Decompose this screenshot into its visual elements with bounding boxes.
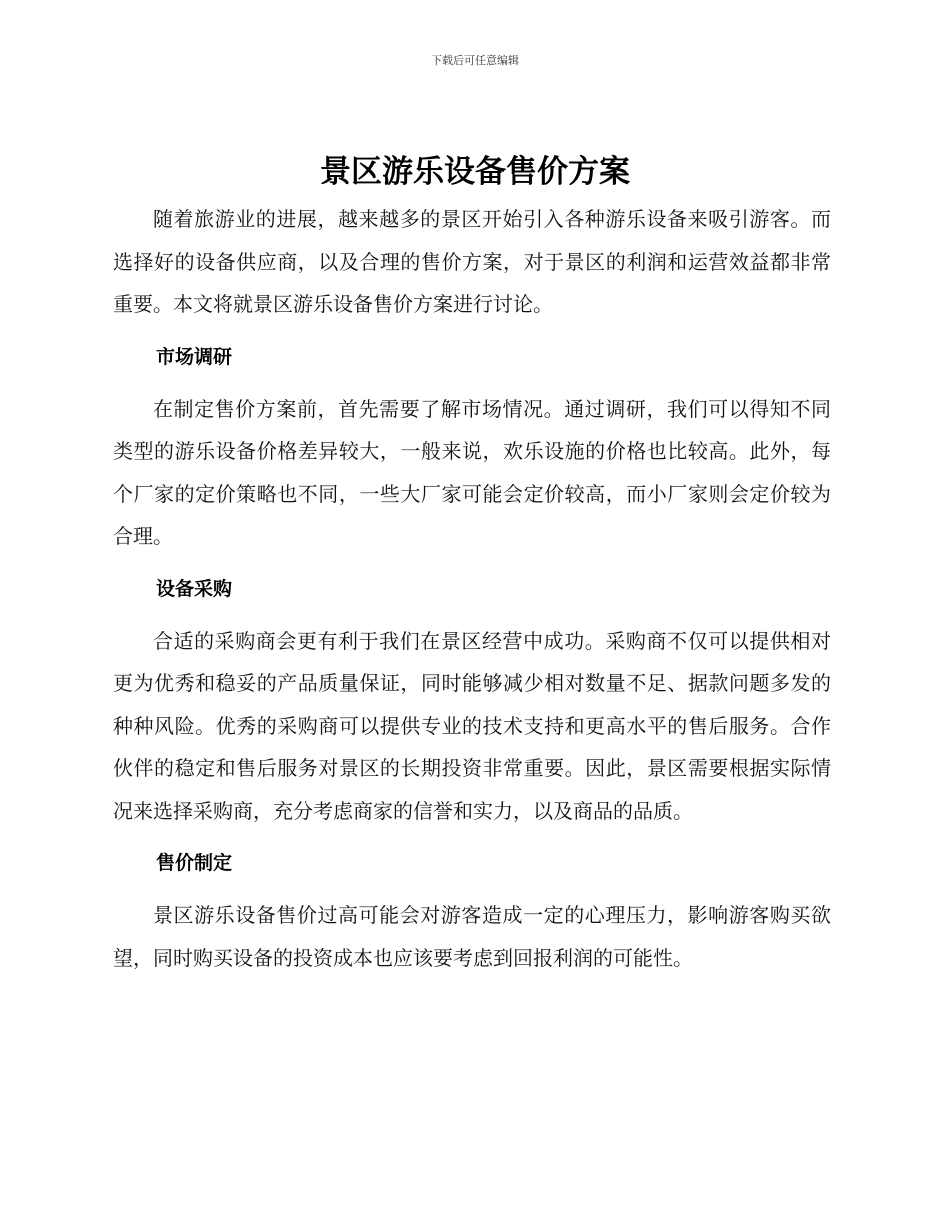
intro-paragraph: 随着旅游业的进展，越来越多的景区开始引入各种游乐设备来吸引游客。而选择好的设备供应商，以及合理的售价方案，对于景区的利润和运营效益都非常重要。本文将就景区游乐设备售价方案进行讨论。 (113, 207, 831, 316)
section-heading-equipment-procurement: 设备采购 (156, 577, 233, 600)
section-body-pricing: 景区游乐设备售价过高可能会对游客造成一定的心理压力，影响游客购买欲望，同时购买设备的投资成本也应该要考虑到回报利润的可能性。 (113, 903, 831, 970)
section-heading-pricing: 售价制定 (156, 852, 233, 874)
document-body (113, 198, 831, 979)
page-header-note: 下载后可任意编辑 (431, 54, 519, 67)
section-heading-market-research: 市场调研 (156, 345, 233, 368)
section-body-equipment-procurement: 合适的采购商会更有利于我们在景区经营中成功。采购商不仅可以提供相对更为优秀和稳妥的产品质量保证，同时能够减少相对数量不足、据款问题多发的种种风险。优秀的采购商可以提供专业的技术支持和更高水平的售后服务。合作伙伴的稳定和售后服务对景区的长期投资非常重要。因此，景区需要根据实际情况来选择采购商，充分考虑商家的信誉和实力，以及商品的品质。 (113, 628, 831, 823)
section-body-market-research: 在制定售价方案前，首先需要了解市场情况。通过调研，我们可以得知不同类型的游乐设备价格差异较大，一般来说，欢乐设施的价格也比较高。此外，每个厂家的定价策略也不同，一些大厂家可能会定价较高，而小厂家则会定价较为合理。 (113, 396, 831, 548)
document-title: 景区游乐设备售价方案 (320, 154, 630, 190)
